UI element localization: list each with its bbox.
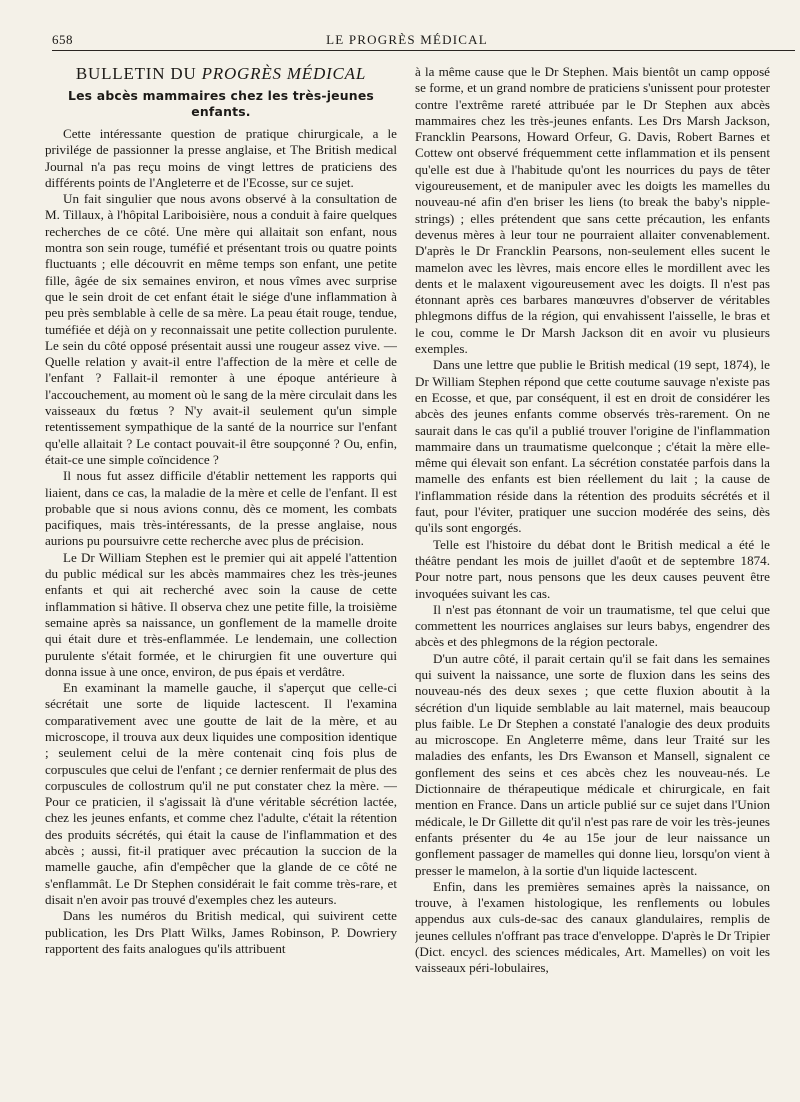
paragraph: Dans les numéros du British medical, qui suivirent cette publication, les Drs Platt Wilks, James Robinson, P. Dowriery rapportent des faits analogues qu'ils attribuent xyxy=(45,908,397,956)
paragraph: Dans une lettre que publie le British medical (19 sept, 1874), le Dr William Stephen répond que cette coutume sauvage n'existe pas en Ecosse, et que, par conséquent, il est en droit de considérer les abcès des jeunes enfants comme observés très-rarement. On ne saurait dans le cas qu'il a publié trouver l'origine de l'inflammation mammaire dans un traumatisme quelconque ; c'était la mère elle-même qui élevait son enfant. La sécrétion constatée parfois dans la mamelle des enfants est bien réellement du lait ; la cause de l'inflammation réside dans la rétention des produits sécrétés et il faut, pour l'éviter, pratiquer une succion modérée des seins, dès qu'ils sont engorgés. xyxy=(415,357,770,536)
section-title-italic: PROGRÈS MÉDICAL xyxy=(201,64,367,83)
paragraph: Le Dr William Stephen est le premier qui ait appelé l'attention du public médical sur les abcès mammaires chez les très-jeunes enfants et qui ait recherché avec soin la cause de cette inflammation si hâtive. Il observa chez une petite fille, la troisième semaine après sa naissance, un gonflement de la mamelle droite qui était dure et très-enflammée. Le lendemain, une collection purulente s'était formée, et le chirurgien fit une ouverture qui donna issue à une once, environ, de pus épais et verdâtre. xyxy=(45,549,397,679)
header-rule xyxy=(52,50,795,51)
article-subtitle: Les abcès mammaires chez les très-jeunes enfants. xyxy=(67,88,375,119)
section-title xyxy=(45,64,397,84)
journal-title: LE PROGRÈS MÉDICAL xyxy=(326,32,488,47)
page-number: 658 xyxy=(52,32,73,47)
paragraph: à la même cause que le Dr Stephen. Mais bientôt un camp opposé se forme, et un grand nombre de praticiens s'unissent pour protester contre l'extrême rareté attribuée par le Dr Stephen aux abcès mammaires chez les très-jeunes enfants. Les Drs Marsh Jackson, Francklin Pearsons, Howard Orfeur, G. Davis, Robert Barnes et Cottew ont observé fréquemment cette inflammation et ils pensent qu'elle est due à l'habitude qu'ont les nourrices du pays de têter vigoureusement, et de manipuler avec les doigts les mamelles du nouveau-né afin d'en briser les liens (to break the baby's nipple-strings) ; elles prétendent que sans cette précaution, les enfants devenus mères à leur tour ne pourraient allaiter convenablement. D'après le Dr Francklin Pearsons, non-seulement elles sucent le mamelon avec les lèvres, mais encore elles le mordillent avec les dents et le malaxent vigoureusement avec les doigts. Il n'est pas étonnant après ces barbares manœuvres d'observer de véritables phlegmons diffus de la région, qui envahissent l'aisselle, le bras et le cou, comme le Dr Marsh Jackson dit en avoir vu plusieurs exemples. xyxy=(415,64,770,357)
paragraph: D'un autre côté, il parait certain qu'il se fait dans les semaines qui suivent la naissance, une sorte de fluxion dans les seins des nouveau-nés des deux sexes ; que cette fluxion aboutit à la sécrétion d'un liquide semblable au lait maternel, mais beaucoup plus faible. Le Dr Stephen a constaté l'analogie des deux produits au microscope. En Angleterre même, dans leur Traité sur les maladies des enfants, les Drs Ewanson et Mansell, signalent ce gonflement des seins et ces abcès chez les nouveau-nés. Le Dictionnaire de thérapeutique médicale et chirurgicale, en fait mention en France. Dans un article publié sur ce sujet dans l'Union médicale, le Dr Gillette dit qu'il n'est pas rare de voir les très-jeunes enfants présenter du 4e au 15e jour de leur naissance un gonflement passager de mamelles qui donne lieu, lorsqu'on vient à presser le mamelon, à la sortie d'un liquide lactescent. xyxy=(415,650,770,878)
paragraph: Il nous fut assez difficile d'établir nettement les rapports qui liaient, dans ce cas, la maladie de la mère et celle de l'enfant. Il est probable que si nous avions connu, dès ce moment, les combats pacifiques, mais très-intéressants, de la presse anglaise, nous aurions pu poursuivre cette recherche avec plus de précision. xyxy=(45,468,397,549)
paragraph: Il n'est pas étonnant de voir un traumatisme, tel que celui que commettent les nourrices anglaises sur leurs babys, engendrer des abcès et des phlegmons de la région pectorale. xyxy=(415,601,770,650)
left-column xyxy=(45,62,397,1092)
right-column xyxy=(415,64,770,1094)
running-header xyxy=(52,30,762,52)
paragraph: En examinant la mamelle gauche, il s'aperçut que celle-ci sécrétait une sorte de liquide lactescent. Il l'examina comparativement avec une goutte de lait de la mère, et au microscope, il trouva aux deux liquides une composition identique ; seulement celui de la mère contenait cinq fois plus de corpuscules que celui de l'enfant ; ce dernier renfermait de plus des corpuscules de collostrum qu'il ne put constater chez la mère. — Pour ce praticien, il s'agissait là d'une véritable sécrétion lactée, chez les jeunes enfants, et comme chez l'adulte, c'était la rétention des produits sécrétés, qui était la cause de l'inflammation et des abcès ; aussi, fit-il pratiquer avec précaution la succion de la mamelle gauche, afin d'empêcher que la glande de ce côté ne s'enflammât. Le Dr Stephen considérait le fait comme très-rare, et disait n'en avoir pas trouvé d'exemples chez les auteurs. xyxy=(45,680,397,907)
paragraph: Cette intéressante question de pratique chirurgicale, a le privilége de passionner la presse anglaise, et The British medical Journal n'a pas reçu moins de vingt lettres de praticiens des différents points de l'Angleterre et de l'Ecosse, sur ce sujet. xyxy=(45,126,397,190)
paragraph: Enfin, dans les premières semaines après la naissance, on trouve, à l'examen histologique, les renflements ou lobules appendus aux culs-de-sac des canaux glandulaires, remplis de jeunes cellules n'offrant pas trace d'enveloppe. D'après le Dr Tripier (Dict. encycl. des sciences médicales, Art. Mamelles) on voit les vaisseaux péri-lobulaires, xyxy=(415,878,770,976)
paragraph: Telle est l'histoire du débat dont le British medical a été le théâtre pendant les mois de juillet d'août et de septembre 1874. Pour notre part, nous pensons que les deux causes peuvent être invoquées suivant les cas. xyxy=(415,536,770,601)
section-title-prefix: BULLETIN DU xyxy=(75,64,202,83)
paragraph: Un fait singulier que nous avons observé à la consultation de M. Tillaux, à l'hôpital Lariboisière, nous a conduit à faire quelques recherches de ce côté. Une mère qui allaitait son enfant, nous montra son sein rouge, tuméfié et présentant trois ou quatre points fluctuants ; elle découvrit en même temps son enfant, une petite fille, âgée de six semaines environ, et nous vîmes avec surprise que le sein droit de cet enfant était le siége d'une inflammation à peu près semblable à celle de sa mère. La peau était rouge, tendue, tuméfiée et déjà on y reconnaissait une petite collection purulente. Le sein du côté opposé présentait aussi une rougeur assez vive. — Quelle relation y avait-il entre l'affection de la mère et celle de l'enfant ? Fallait-il remonter à une époque antérieure à l'accouchement, au moment où le sang de la mère circulait dans les vaisseaux du fœtus ? N'y avait-il seulement qu'un simple retentissement sympathique de la santé de la nourrice sur l'enfant qu'elle allaitait ? Le contact pouvait-il être soupçonné ? Ou, enfin, était-ce une simple coïncidence ? xyxy=(45,191,397,467)
